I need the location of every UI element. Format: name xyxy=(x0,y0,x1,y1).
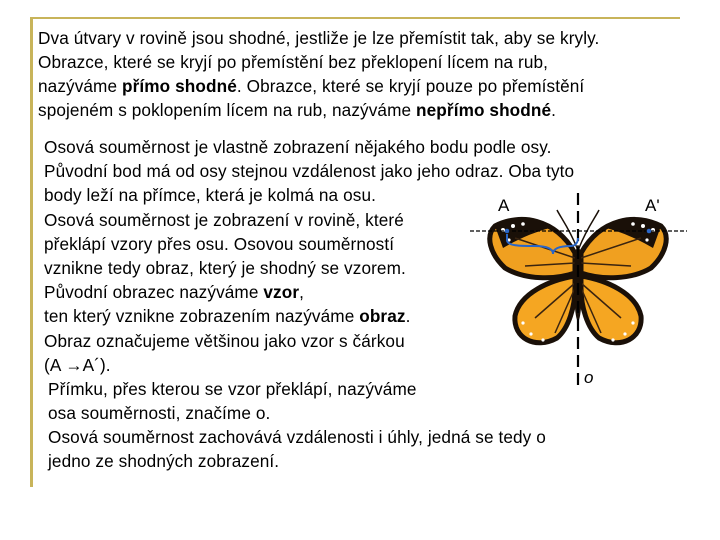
butterfly-illustration xyxy=(465,188,695,398)
body-line-12: osa souměrnosti, značíme o. xyxy=(48,403,271,424)
point-a xyxy=(505,229,510,234)
butterfly-figure xyxy=(465,188,695,398)
frame-top-rule xyxy=(32,17,680,19)
body-line-14: jedno ze shodných zobrazení. xyxy=(48,451,280,472)
term-vzor: vzor xyxy=(263,282,300,303)
body-line-13: Osová souměrnost zachovává vzdálenosti i úhly, jedná se tedy o xyxy=(48,427,546,448)
intro-line-2: Obrazce, které se kryjí po přemístění bez překlopení lícem na rub, xyxy=(38,52,549,72)
intro-line-3 xyxy=(38,74,698,98)
body-line-11: Přímku, přes kterou se vzor překlápí, nazýváme xyxy=(48,378,417,399)
body-line-8-pre: ten který vznikne zobrazením nazýváme xyxy=(44,306,360,327)
intro-line-3-post: . Obrazce, které se kryjí pouze po přemístění xyxy=(236,76,585,96)
intro-line-4-post: . xyxy=(551,100,557,120)
term-obraz: obraz xyxy=(359,306,406,327)
intro-line-4-pre: spojeném s poklopením lícem na rub, nazýváme xyxy=(38,100,417,120)
body-line-10: (A →A´). xyxy=(44,354,111,375)
body-line-4: Osová souměrnost je zobrazení v rovině, které xyxy=(44,209,404,230)
body-line-7-pre: Původní obrazec nazýváme xyxy=(44,282,264,303)
intro-line-1: Dva útvary v rovině jsou shodné, jestliže je lze přemístit tak, aby se kryly. xyxy=(38,28,600,48)
label-point-a: A xyxy=(498,196,510,215)
body-line-6: vznikne tedy obraz, který je shodný se vzorem. xyxy=(44,257,406,278)
label-axis-o: o xyxy=(584,368,594,387)
intro-line-3-pre: nazýváme xyxy=(38,76,123,96)
term-neprimo-shodne: nepřímo shodné xyxy=(416,100,552,120)
body-line-3: body leží na přímce, která je kolmá na osu. xyxy=(44,185,376,206)
intro-line-4 xyxy=(38,98,698,122)
frame-left-rule xyxy=(30,17,33,487)
body-line-7-post: , xyxy=(299,282,305,303)
body-line-5: překlápí vzory přes osu. Osovou souměrností xyxy=(44,233,395,254)
point-a-prime xyxy=(647,229,652,234)
body-line-8-post: . xyxy=(405,306,411,327)
intro-paragraph xyxy=(38,26,698,122)
body-line-2: Původní bod má od osy stejnou vzdálenost jako jeho odraz. Oba tyto xyxy=(44,161,575,182)
body-line-1: Osová souměrnost je vlastně zobrazení nějakého bodu podle osy. xyxy=(44,137,552,157)
term-primo-shodne: přímo shodné xyxy=(122,76,237,96)
label-point-a-prime: A' xyxy=(645,196,660,215)
body-line-9: Obraz označujeme většinou jako vzor s čárkou xyxy=(44,330,405,351)
